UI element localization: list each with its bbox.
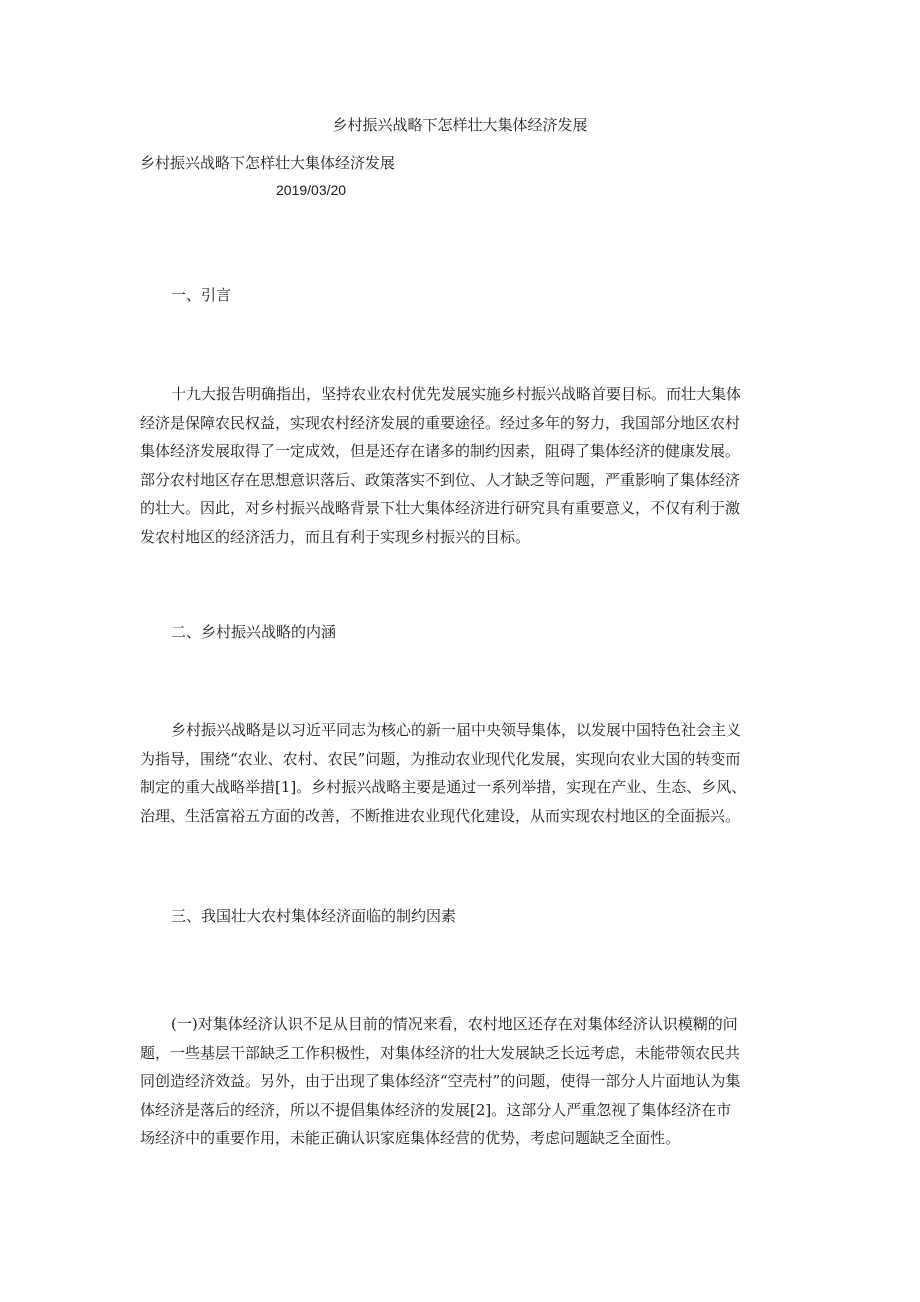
paragraph-line: 部分农村地区存在思想意识落后、政策落实不到位、人才缺乏等问题，严重影响了集体经济 xyxy=(140,470,741,489)
paragraph-line: 十九大报告明确指出，坚持农业农村优先发展实施乡村振兴战略首要目标。而壮大集体 xyxy=(171,385,742,403)
section-paragraph-connotation xyxy=(140,716,800,830)
section-heading-constraints: 三、我国壮大农村集体经济面临的制约因素 xyxy=(171,907,457,925)
paragraph-line: 治理、生活富裕五方面的改善，不断推进农业现代化建设，从而实现农村地区的全面振兴。 xyxy=(140,806,741,825)
paragraph-line: 经济是保障农民权益，实现农村经济发展的重要途径。经过多年的努力，我国部分地区农村 xyxy=(140,413,741,432)
publish-date: 2019/03/20 xyxy=(276,182,347,198)
section-heading-connotation: 二、乡村振兴战略的内涵 xyxy=(171,623,337,641)
paragraph-line: 发农村地区的经济活力，而且有利于实现乡村振兴的目标。 xyxy=(140,527,531,546)
section-paragraph-intro xyxy=(140,380,800,552)
document-subtitle: 乡村振兴战略下怎样壮大集体经济发展 xyxy=(140,154,396,172)
paragraph-line: 集体经济发展取得了一定成效，但是还存在诸多的制约因素，阻碍了集体经济的健康发展。 xyxy=(140,442,741,461)
section-heading-intro: 一、引言 xyxy=(171,286,232,304)
paragraph-line: 的壮大。因此，对乡村振兴战略背景下壮大集体经济进行研究具有重要意义，不仅有利于激 xyxy=(140,499,741,518)
paragraph-line: (一)对集体经济认识不足从目前的情况来看，农村地区还存在对集体经济认识模糊的问 xyxy=(171,1015,738,1033)
paragraph-line: 同创造经济效益。另外，由于出现了集体经济“空壳村”的问题，使得一部分人片面地认为集 xyxy=(140,1072,741,1091)
paragraph-line: 体经济是落后的经济，所以不提倡集体经济的发展[2]。这部分人严重忽视了集体经济在市 xyxy=(140,1100,732,1119)
paragraph-line: 乡村振兴战略是以习近平同志为核心的新一届中央领导集体，以发展中国特色社会主义 xyxy=(171,721,742,739)
paragraph-line: 场经济中的重要作用，未能正确认识家庭集体经营的优势，考虑问题缺乏全面性。 xyxy=(140,1129,681,1148)
document-title: 乡村振兴战略下怎样壮大集体经济发展 xyxy=(332,116,588,134)
paragraph-line: 题，一些基层干部缺乏工作积极性，对集体经济的壮大发展缺乏长远考虑，未能带领农民共 xyxy=(140,1043,741,1062)
paragraph-line: 为指导，围绕“农业、农村、农民”问题，为推动农业现代化发展，实现向农业大国的转变而 xyxy=(140,749,741,768)
paragraph-line: 制定的重大战略举措[1]。乡村振兴战略主要是通过一系列举措，实现在产业、生态、乡风、 xyxy=(140,778,747,797)
section-paragraph-constraints xyxy=(140,1010,800,1153)
